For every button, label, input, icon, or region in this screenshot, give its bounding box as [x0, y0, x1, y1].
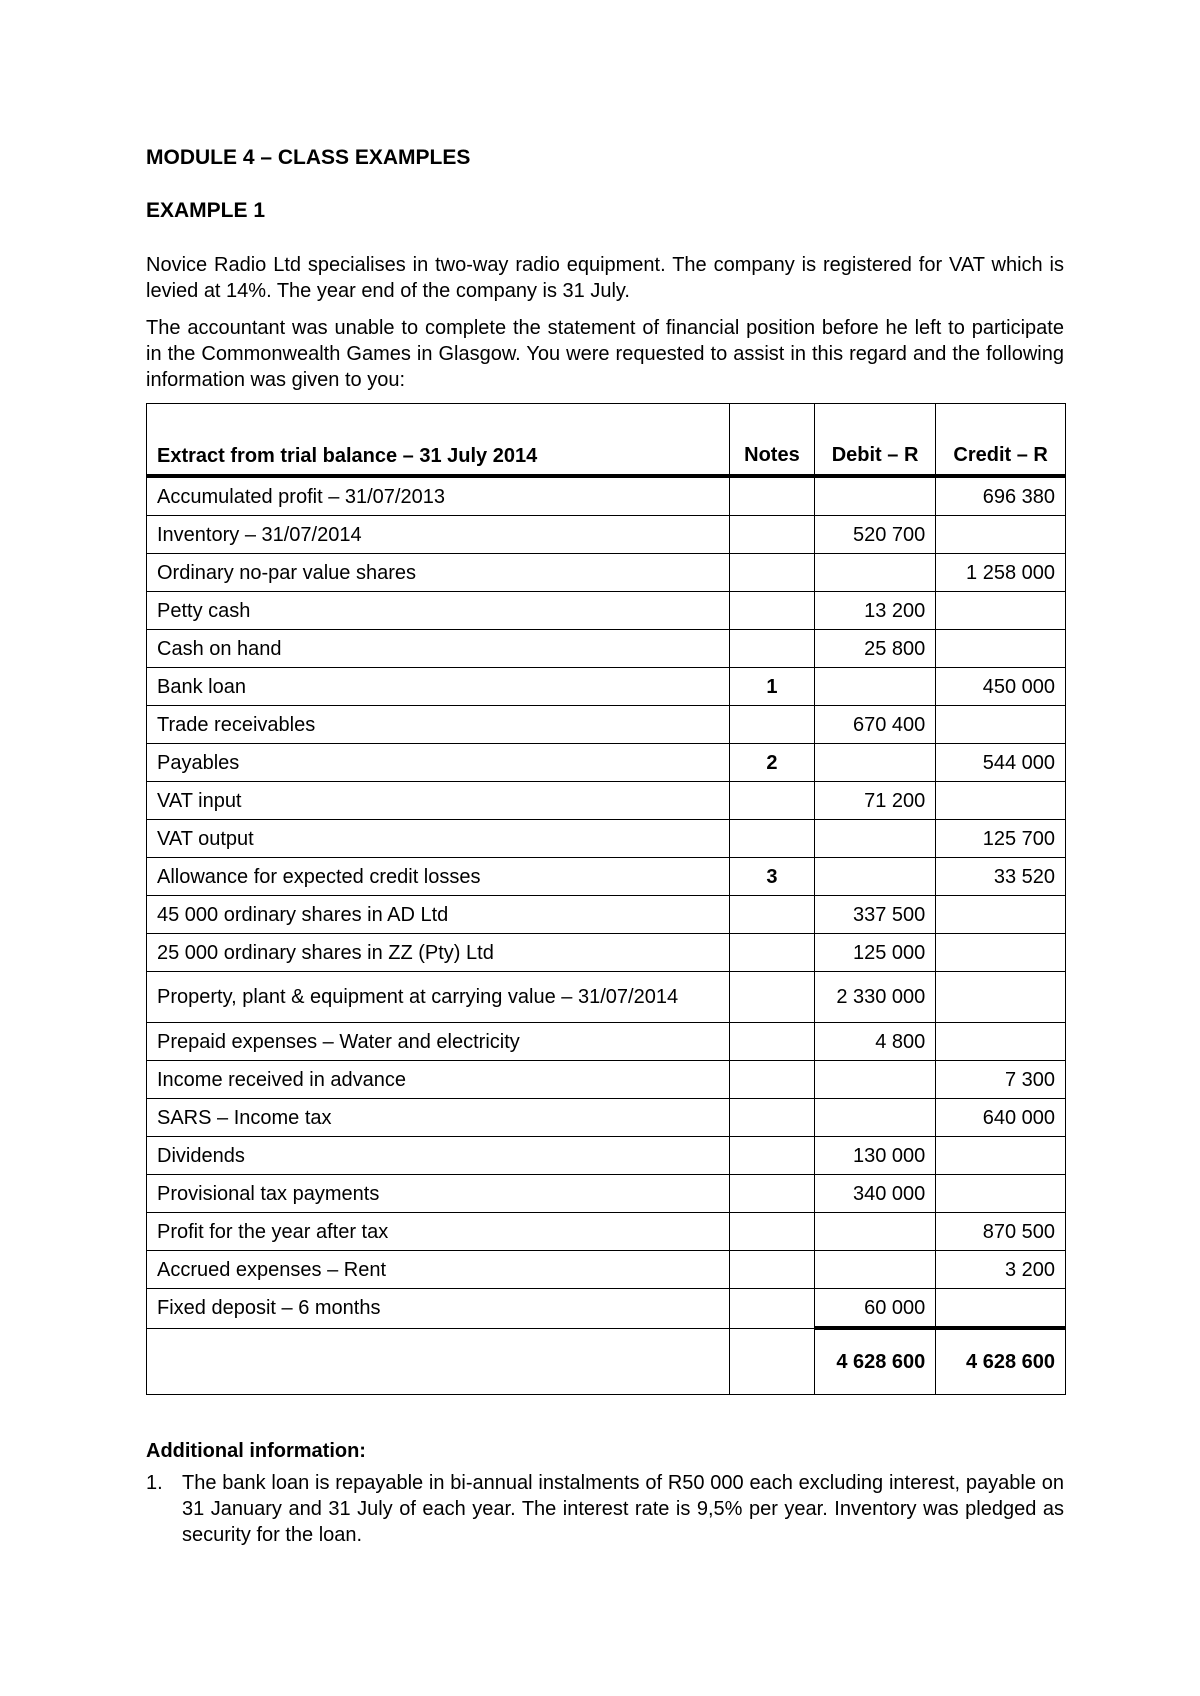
- list-marker: 1.: [146, 1472, 163, 1494]
- table-row: [147, 476, 1066, 516]
- row-debit: 2 330 000: [814, 972, 936, 1023]
- row-note: [730, 1175, 815, 1213]
- totals-label-cell: [147, 1328, 730, 1395]
- row-note: [730, 896, 815, 934]
- additional-info-heading: Additional information:: [146, 1440, 366, 1462]
- row-debit: [814, 1099, 936, 1137]
- row-credit: [936, 592, 1066, 630]
- row-description: Payables: [147, 744, 730, 782]
- row-description: Bank loan: [147, 668, 730, 706]
- header-description: Extract from trial balance – 31 July 2014: [147, 404, 730, 477]
- row-note: [730, 972, 815, 1023]
- table-row: [147, 554, 1066, 592]
- row-credit: [936, 706, 1066, 744]
- table-row: [147, 820, 1066, 858]
- table-row: [147, 1061, 1066, 1099]
- row-note: [730, 1099, 815, 1137]
- row-credit: 3 200: [936, 1251, 1066, 1289]
- row-note: 3: [730, 858, 815, 896]
- row-credit: 640 000: [936, 1099, 1066, 1137]
- table-row: [147, 630, 1066, 668]
- table-row: [147, 1023, 1066, 1061]
- table-row: [147, 858, 1066, 896]
- trial-balance-table: [146, 403, 1066, 1395]
- row-description: Cash on hand: [147, 630, 730, 668]
- row-credit: [936, 972, 1066, 1023]
- row-description: 45 000 ordinary shares in AD Ltd: [147, 896, 730, 934]
- row-credit: [936, 1137, 1066, 1175]
- row-credit: [936, 934, 1066, 972]
- row-description: Inventory – 31/07/2014: [147, 516, 730, 554]
- row-note: [730, 1213, 815, 1251]
- table-row: [147, 744, 1066, 782]
- row-debit: [814, 858, 936, 896]
- row-credit: 125 700: [936, 820, 1066, 858]
- row-credit: [936, 1289, 1066, 1329]
- table-row: [147, 896, 1066, 934]
- row-description: Income received in advance: [147, 1061, 730, 1099]
- row-description: Fixed deposit – 6 months: [147, 1289, 730, 1329]
- example-heading: EXAMPLE 1: [146, 199, 266, 222]
- total-credit: 4 628 600: [936, 1328, 1066, 1395]
- totals-row: [147, 1328, 1066, 1395]
- additional-info-item: [146, 1470, 1064, 1548]
- table-row: [147, 1137, 1066, 1175]
- row-debit: [814, 476, 936, 516]
- row-credit: 450 000: [936, 668, 1066, 706]
- row-debit: 337 500: [814, 896, 936, 934]
- row-note: [730, 1289, 815, 1329]
- row-note: [730, 782, 815, 820]
- table-row: [147, 1175, 1066, 1213]
- row-debit: 340 000: [814, 1175, 936, 1213]
- table-header-row: [147, 404, 1066, 477]
- row-credit: 696 380: [936, 476, 1066, 516]
- row-description: Prepaid expenses – Water and electricity: [147, 1023, 730, 1061]
- row-note: [730, 1023, 815, 1061]
- row-note: [730, 592, 815, 630]
- row-note: 2: [730, 744, 815, 782]
- module-title: MODULE 4 – CLASS EXAMPLES: [146, 146, 471, 169]
- table-row: [147, 1213, 1066, 1251]
- row-description: Trade receivables: [147, 706, 730, 744]
- total-debit: 4 628 600: [814, 1328, 936, 1395]
- row-credit: 33 520: [936, 858, 1066, 896]
- row-debit: [814, 1251, 936, 1289]
- row-description: Allowance for expected credit losses: [147, 858, 730, 896]
- row-credit: 544 000: [936, 744, 1066, 782]
- row-description: SARS – Income tax: [147, 1099, 730, 1137]
- table-row: [147, 1289, 1066, 1329]
- row-debit: [814, 1061, 936, 1099]
- row-debit: [814, 1213, 936, 1251]
- row-description: Accumulated profit – 31/07/2013: [147, 476, 730, 516]
- row-debit: [814, 744, 936, 782]
- row-description: Ordinary no-par value shares: [147, 554, 730, 592]
- row-credit: [936, 1175, 1066, 1213]
- row-credit: [936, 1023, 1066, 1061]
- list-item-text: The bank loan is repayable in bi-annual instalments of R50 000 each excluding interest, payable on 31 January and 31 July of each year. The interest rate is 9,5% per year. Inventory was pledged as security for the loan.: [182, 1472, 1064, 1546]
- row-note: [730, 934, 815, 972]
- row-description: Provisional tax payments: [147, 1175, 730, 1213]
- header-debit: Debit – R: [814, 404, 936, 477]
- row-debit: 71 200: [814, 782, 936, 820]
- intro-paragraph-2: The accountant was unable to complete the statement of financial position before he left to participate in the Commonwealth Games in Glasgow. You were requested to assist in this regard and the following information was given to you:: [146, 317, 1064, 391]
- row-note: [730, 476, 815, 516]
- row-description: Property, plant & equipment at carrying value – 31/07/2014: [147, 972, 730, 1023]
- table-row: [147, 592, 1066, 630]
- intro-paragraph-1: Novice Radio Ltd specialises in two-way radio equipment. The company is registered for VAT which is levied at 14%. The year end of the company is 31 July.: [146, 254, 1064, 302]
- row-debit: [814, 668, 936, 706]
- additional-info-list: [146, 1470, 1064, 1548]
- row-credit: [936, 782, 1066, 820]
- row-credit: [936, 630, 1066, 668]
- row-note: [730, 820, 815, 858]
- row-debit: 130 000: [814, 1137, 936, 1175]
- row-description: Dividends: [147, 1137, 730, 1175]
- row-note: [730, 1061, 815, 1099]
- row-description: 25 000 ordinary shares in ZZ (Pty) Ltd: [147, 934, 730, 972]
- row-debit: [814, 554, 936, 592]
- table-row: [147, 972, 1066, 1023]
- table-row: [147, 706, 1066, 744]
- row-note: [730, 1251, 815, 1289]
- table-row: [147, 782, 1066, 820]
- row-description: Accrued expenses – Rent: [147, 1251, 730, 1289]
- totals-note-cell: [730, 1328, 815, 1395]
- row-debit: 670 400: [814, 706, 936, 744]
- table-row: [147, 1251, 1066, 1289]
- row-description: VAT input: [147, 782, 730, 820]
- row-credit: [936, 516, 1066, 554]
- row-description: VAT output: [147, 820, 730, 858]
- row-note: [730, 706, 815, 744]
- row-debit: 60 000: [814, 1289, 936, 1329]
- row-note: [730, 1137, 815, 1175]
- table-row: [147, 934, 1066, 972]
- row-debit: 125 000: [814, 934, 936, 972]
- header-notes: Notes: [730, 404, 815, 477]
- header-credit: Credit – R: [936, 404, 1066, 477]
- row-description: Petty cash: [147, 592, 730, 630]
- row-note: 1: [730, 668, 815, 706]
- row-note: [730, 630, 815, 668]
- row-description: Profit for the year after tax: [147, 1213, 730, 1251]
- row-credit: 870 500: [936, 1213, 1066, 1251]
- table-body: [147, 476, 1066, 1328]
- row-debit: [814, 820, 936, 858]
- row-debit: 13 200: [814, 592, 936, 630]
- table-row: [147, 1099, 1066, 1137]
- row-debit: 25 800: [814, 630, 936, 668]
- row-credit: 1 258 000: [936, 554, 1066, 592]
- row-credit: [936, 896, 1066, 934]
- row-note: [730, 516, 815, 554]
- table-row: [147, 516, 1066, 554]
- row-note: [730, 554, 815, 592]
- table-row: [147, 668, 1066, 706]
- row-debit: 520 700: [814, 516, 936, 554]
- row-credit: 7 300: [936, 1061, 1066, 1099]
- row-debit: 4 800: [814, 1023, 936, 1061]
